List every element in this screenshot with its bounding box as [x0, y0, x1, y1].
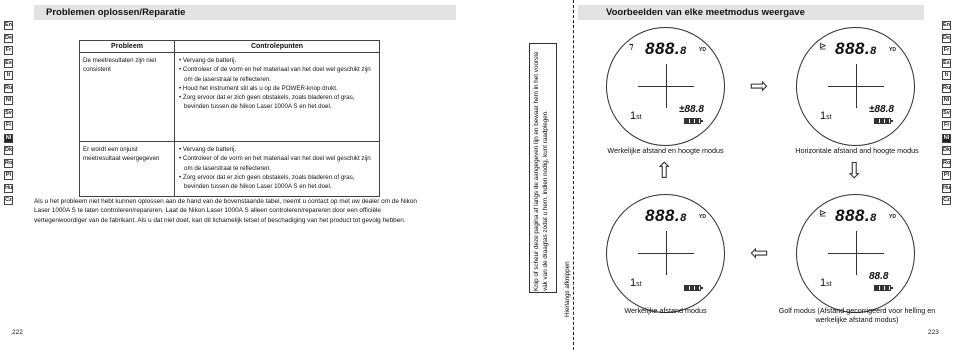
table-header-problem: Probleem — [80, 41, 175, 53]
language-tab-pl: Pl — [943, 172, 950, 178]
language-tab-pl: Pl — [5, 172, 12, 178]
language-tab-nl: Nl — [5, 97, 12, 103]
language-tab-dk: Dk — [5, 147, 13, 153]
language-tab-nl: Nl — [943, 134, 950, 141]
cut-here-label: Hierlangs afknippen — [564, 261, 571, 317]
cut-instruction-text: Knip of scheur deze pagina af langs de aangegeven lijn en bewaar hem in het voorste vak van de draagtas zodat u hem, indien nodig, kunt raadplegen. — [533, 51, 549, 291]
language-tab-es: Es — [943, 59, 950, 66]
language-tab-sv: Sv — [5, 109, 12, 116]
reticle-vertical — [666, 231, 667, 275]
language-tab-fi: Fi — [942, 121, 951, 130]
checks-cell — [175, 53, 380, 142]
caption-display-2: Horizontale afstand and hoogte modus — [795, 146, 919, 155]
checks-cell — [175, 142, 380, 197]
right-page-title: Voorbeelden van elke meetmodus weergave — [606, 7, 805, 18]
language-tab-fr: Fr — [943, 47, 950, 53]
cut-line — [573, 0, 574, 350]
reticle-vertical — [856, 64, 857, 108]
table-row — [80, 142, 380, 197]
problem-cell: Er wordt een onjuist meetresultaat weergegeven — [80, 142, 175, 197]
battery-icon — [684, 285, 701, 291]
check-item: • Controleer of de vorm en het materiaal van het doel wel geschikt zijn om de laserstraal te reflecteren. — [179, 155, 371, 172]
check-item: • Vervang de batterij. — [179, 57, 237, 64]
language-tab-en: En — [943, 22, 951, 28]
target-priority-label: 1st — [820, 277, 832, 289]
language-tab-ru: Ru — [5, 84, 13, 91]
language-tab-cz: Cz — [943, 197, 950, 203]
reticle-vertical — [856, 231, 857, 275]
language-tab-cz: Cz — [5, 197, 12, 203]
contact-paragraph: Als u het probleem niet hebt kunnen oplossen aan de hand van de bovenstaande tabel, neemt u contact op met uw dealer om de Nikon Laser 1000A S te laten controleren/repareren. Laat de Nikon Laser 1000A S alleen controleren/repareren door een officiële vertegenwoordiger van de fabrikant. Als u dat niet doet, kan dit lichamelijk letsel of beschadiging van het product tot gevolg hebben. — [34, 198, 417, 224]
display-true-distance — [606, 194, 725, 313]
arrow-up-icon: ⇧ — [655, 158, 674, 183]
target-priority-label: 1st — [820, 110, 832, 122]
caption-display-3: Werkelijke afstand modus — [624, 306, 707, 315]
check-item: • Vervang de batterij. — [179, 146, 237, 153]
sub-readout: ±88.8 — [869, 104, 894, 115]
language-tab-hu: Hu — [943, 184, 951, 191]
mode-icon: ⁊ — [629, 41, 634, 51]
caption-display-4: Golf modus (Afstand gecorrigeerd voor helling en werkelijke afstand modus) — [778, 306, 936, 324]
unit-label: YD — [699, 214, 706, 220]
golf-mode-icon: ⊵ — [819, 208, 827, 218]
right-page-header — [578, 5, 924, 20]
sub-readout: 88.8 — [869, 271, 889, 282]
sub-readout: ±88.8 — [679, 104, 704, 115]
main-readout: 888.8 — [645, 39, 687, 58]
check-item: • Zorg ervoor dat er zich geen obstakels, zoals bladeren of gras, bevinden tussen de Nikon Laser 1000A S en het doel. — [179, 94, 355, 111]
mode-icon: ⊵ — [819, 41, 827, 51]
table-row — [80, 53, 380, 142]
language-tab-fi: Fi — [4, 121, 13, 130]
main-readout: 888.8 — [835, 39, 877, 58]
unit-label: YD — [889, 214, 896, 220]
arrow-down-icon: ⇩ — [845, 158, 864, 183]
display-golf — [796, 194, 915, 313]
language-tab-en: En — [5, 22, 13, 28]
language-tab-es: Es — [5, 59, 12, 66]
language-tab-it: It — [942, 71, 951, 80]
language-tab-ro: Ro — [5, 159, 13, 166]
page-number-right: 223 — [928, 329, 939, 336]
language-tab-sv: Sv — [943, 109, 950, 116]
language-tab-hu: Hu — [5, 184, 13, 191]
battery-icon — [874, 285, 891, 291]
caption-display-1: Werkelijke afstand en hoogte modus — [607, 146, 724, 155]
left-page-title: Problemen oplossen/Reparatie — [46, 7, 186, 18]
language-tab-nl: Nl — [943, 97, 950, 103]
language-tab-de: De — [943, 34, 951, 41]
page-number-left: 222 — [12, 329, 23, 336]
battery-icon — [874, 118, 891, 124]
left-language-tabs — [4, 21, 13, 209]
language-tab-nl: Nl — [5, 134, 12, 141]
check-item: • Zorg ervoor dat er zich geen obstakels, zoals bladeren of gras, bevinden tussen de Nikon Laser 1000A S en het doel. — [179, 173, 355, 191]
left-page-header — [34, 5, 456, 20]
right-language-tabs — [942, 21, 951, 209]
check-item: • Houd het instrument stil als u op de POWER-knop drukt. — [179, 84, 338, 92]
language-tab-ru: Ru — [943, 84, 951, 91]
main-readout: 888.8 — [645, 206, 687, 225]
reticle-vertical — [666, 64, 667, 108]
display-horizontal-distance-height — [796, 27, 915, 146]
language-tab-it: It — [4, 71, 13, 80]
language-tab-dk: Dk — [943, 147, 951, 153]
target-priority-label: 1st — [630, 277, 642, 289]
main-readout: 888.8 — [835, 206, 877, 225]
battery-icon — [684, 118, 701, 124]
cut-instruction-box — [529, 43, 557, 293]
unit-label: YD — [699, 47, 706, 53]
check-item: • Controleer of de vorm en het materiaal van het doel wel geschikt zijn om de laserstraal te reflecteren. — [179, 66, 371, 83]
table-header-checks: Controlepunten — [175, 41, 380, 53]
display-true-distance-height — [606, 27, 725, 146]
arrow-left-icon: ⇦ — [750, 240, 769, 265]
unit-label: YD — [889, 47, 896, 53]
language-tab-ro: Ro — [943, 159, 951, 166]
target-priority-label: 1st — [630, 110, 642, 122]
arrow-right-icon: ⇨ — [750, 73, 769, 98]
language-tab-fr: Fr — [5, 47, 12, 53]
language-tab-de: De — [5, 34, 13, 41]
problem-cell: De meetresultaten zijn niet consistent — [80, 53, 175, 142]
troubleshooting-table — [79, 40, 380, 197]
